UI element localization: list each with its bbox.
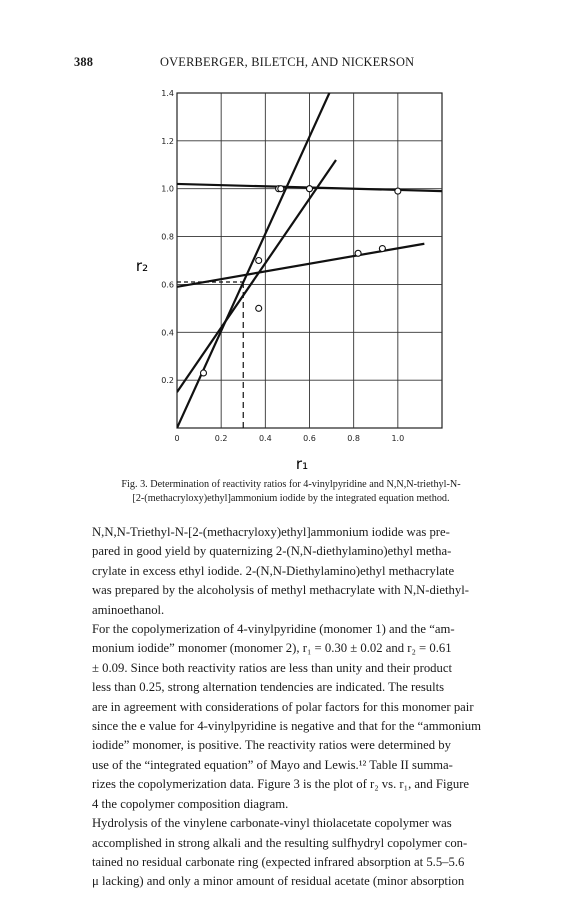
x-axis-label: r₁: [295, 455, 309, 470]
text-line: For the copolymerization of 4-vinylpyridine (monomer 1) and the “am-: [92, 622, 455, 637]
plot-grid: [177, 93, 442, 428]
series-3-point: [379, 246, 385, 252]
page-number: 388: [74, 55, 94, 69]
text-line: N,N,N-Triethyl-N-[2-(methacryloxy)ethyl]ammonium iodide was pre-: [92, 525, 450, 539]
text-line: use of the “integrated equation” of Mayo and Lewis.¹² Table II summa-: [92, 757, 453, 772]
caption-line-2: [2-(methacryloxy)ethyl]ammonium iodide by the integrated equation method.: [132, 493, 450, 504]
x-tick-label: 0.2: [214, 434, 228, 443]
y-axis-label: r₂: [135, 257, 149, 275]
y-tick-label: 1.4: [161, 89, 174, 98]
series-1-point: [201, 370, 207, 376]
text-line: rizes the copolymerization data. Figure 3 is the plot of r₂ vs. r₁, and Figure: [92, 777, 470, 792]
text-line: μ lacking) and only a minor amount of residual acetate (minor absorption: [92, 874, 465, 889]
text-line: are in agreement with considerations of polar factors for this monomer pair: [92, 699, 474, 714]
text-line: iodide” monomer, is positive. The reactivity ratios were determined by: [92, 738, 451, 753]
data-points: [201, 186, 401, 376]
text-line: monium iodide” monomer (monomer 2), r₁ = 0.30 ± 0.02 and r₂ = 0.61: [92, 641, 452, 656]
text-line: tained no residual carbonate ring (expected infrared absorption at 5.5–5.6: [92, 854, 465, 869]
x-tick-label: 0.8: [347, 434, 361, 443]
y-tick-label: 1.0: [161, 184, 174, 194]
text-line: Hydrolysis of the vinylene carbonate-vinyl thiolacetate copolymer was: [92, 816, 452, 831]
paragraph-1: [78, 523, 504, 620]
series-2-point: [278, 186, 284, 192]
tick-labels: [161, 89, 404, 443]
text-line: 4 the copolymer composition diagram.: [92, 796, 289, 811]
series-3-point: [355, 250, 361, 256]
series-0-line: [177, 93, 329, 428]
series-1-line: [177, 160, 336, 392]
text-line: ± 0.09. Since both reactivity ratios are less than unity and their product: [92, 660, 453, 675]
y-tick-label: 0.4: [161, 328, 174, 338]
caption-line-1: Fig. 3. Determination of reactivity ratios for 4-vinylpyridine and N,N,N-triethyl-N-: [121, 479, 461, 490]
body-text: [78, 523, 504, 892]
text-line: was prepared by the alcoholysis of methyl methacrylate with N,N-diethyl-: [92, 583, 469, 598]
text-line: since the e value for 4-vinylpyridine is negative and that for the “ammonium: [92, 719, 481, 734]
paragraph-3: [78, 814, 504, 892]
paragraph-2: [78, 620, 504, 814]
series-3-point: [256, 258, 262, 264]
text-line: accomplished in strong alkali and the resulting sulfhydryl copolymer con-: [92, 835, 468, 850]
figure-caption: [78, 478, 504, 506]
text-line: crylate in excess ethyl iodide. 2-(N,N-Diethylamino)ethyl methacrylate: [92, 563, 455, 578]
y-tick-label: 0.2: [161, 376, 174, 386]
series-2-point: [307, 186, 313, 192]
y-tick-label: 0.8: [161, 232, 174, 242]
series-1-point: [256, 305, 262, 311]
x-tick-label: 1.0: [391, 434, 405, 443]
text-line: less than 0.25, strong alternation tendencies are indicated. The results: [92, 680, 445, 695]
x-tick-label: 0.4: [258, 434, 272, 443]
text-line: pared in good yield by quaternizing 2-(N,N-diethylamino)ethyl metha-: [92, 544, 452, 559]
series-2-point: [395, 188, 401, 194]
running-title: OVERBERGER, BILETCH, AND NICKERSON: [160, 55, 415, 69]
text-line: aminoethanol.: [92, 602, 165, 617]
x-tick-label: 0.6: [303, 434, 316, 443]
y-tick-label: 0.6: [161, 280, 174, 290]
x-tick-label: 0: [174, 434, 180, 443]
series-3-line: [177, 244, 424, 287]
y-tick-label: 1.2: [161, 136, 174, 146]
